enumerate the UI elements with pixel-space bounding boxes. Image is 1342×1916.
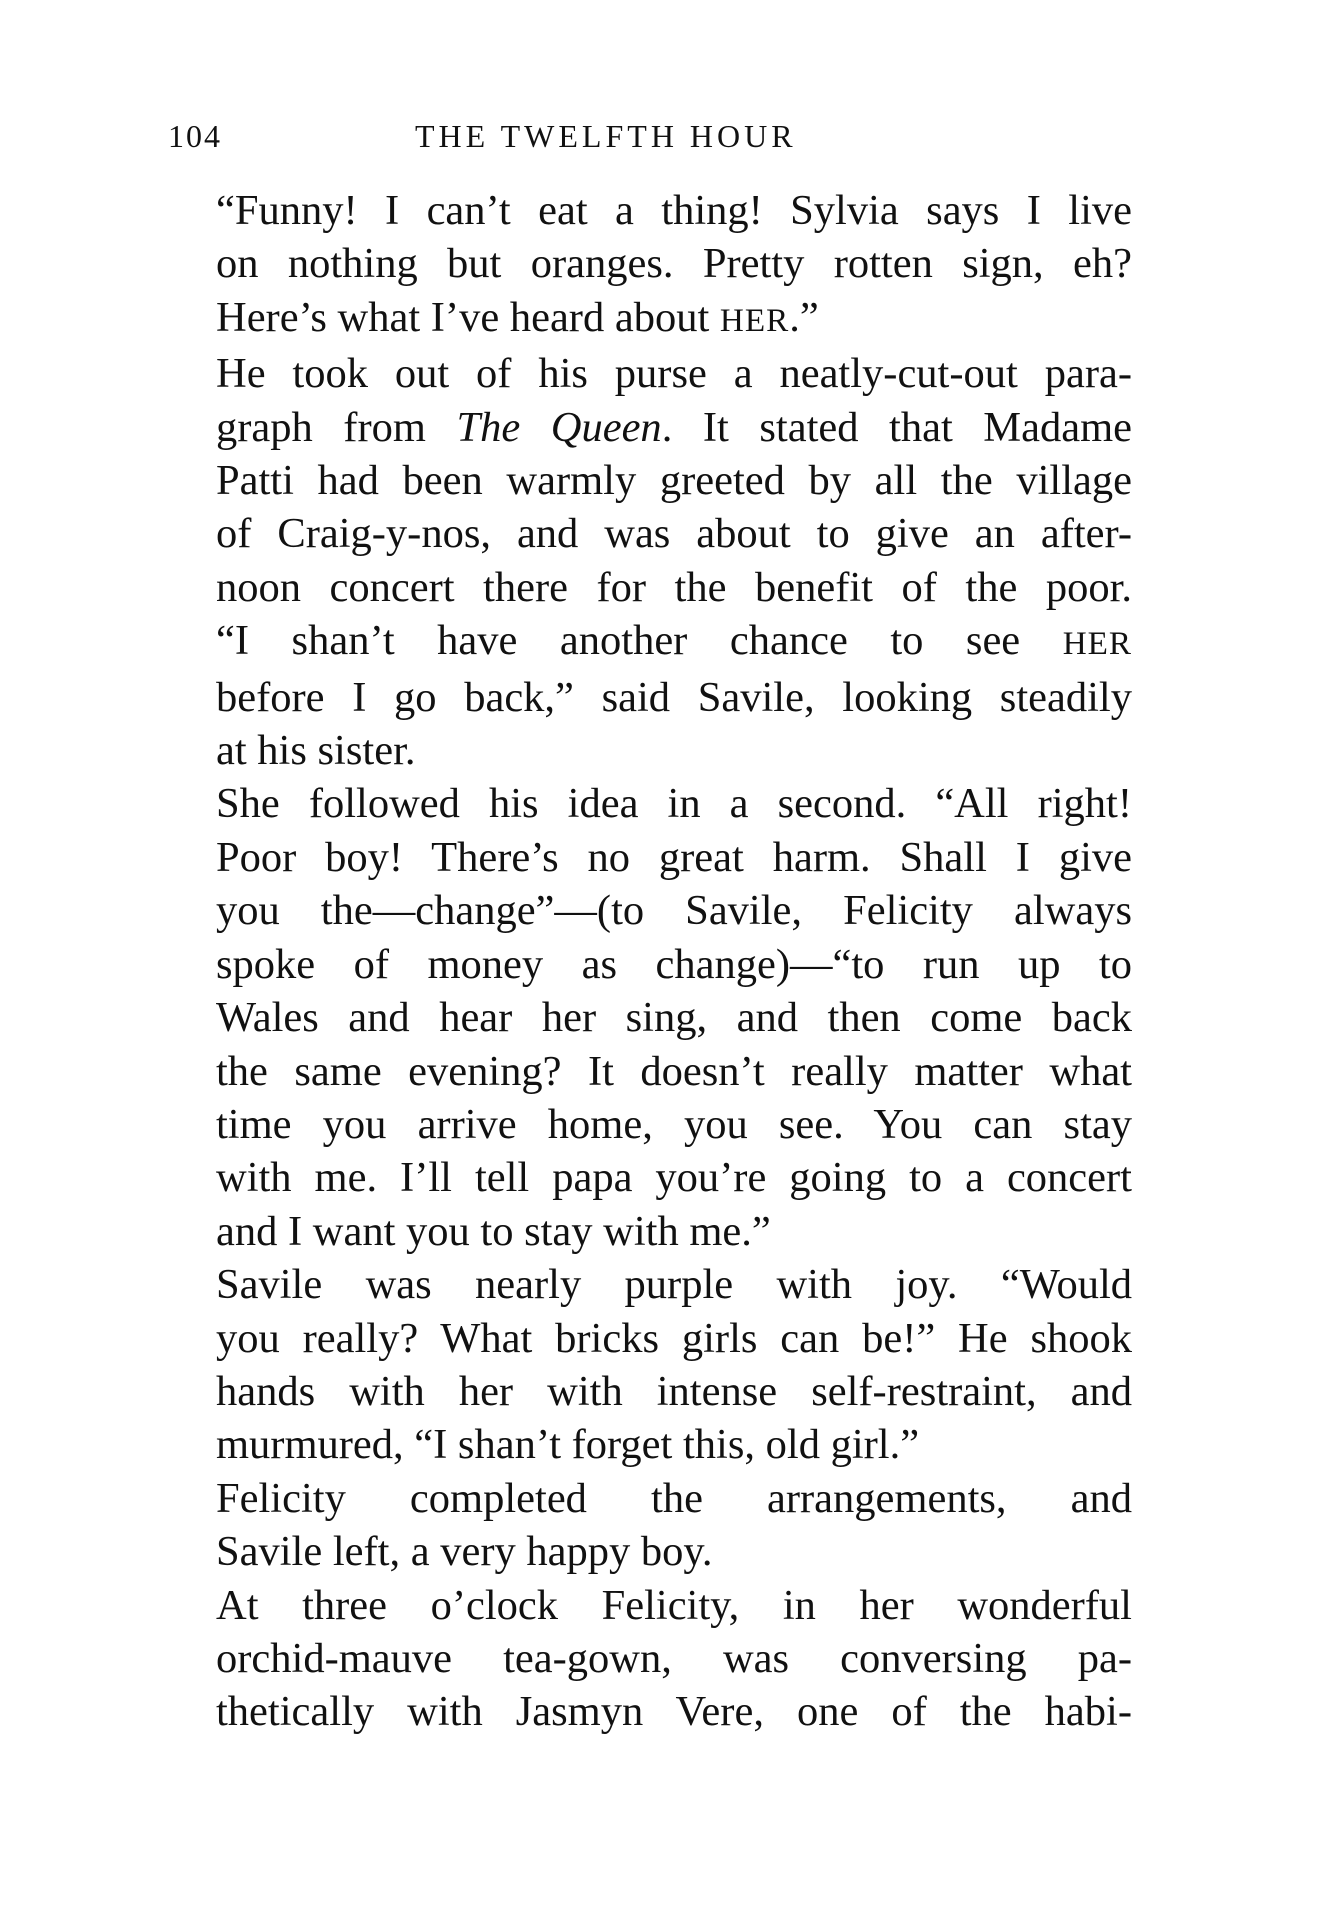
text-line: time you arrive home, you see. You can stay bbox=[216, 1100, 1132, 1148]
running-title: THE TWELFTH HOUR bbox=[415, 118, 797, 154]
body-text bbox=[168, 184, 1132, 1739]
text-line: murmured, “I shan’t forget this, old girl.” bbox=[216, 1421, 920, 1469]
text-line: noon concert there for the benefit of the poor. bbox=[216, 563, 1132, 611]
running-head bbox=[168, 118, 1132, 162]
periodical-title: The Queen bbox=[456, 403, 662, 451]
text-line: hands with her with intense self-restraint, and bbox=[216, 1367, 1132, 1415]
text-line: She followed his idea in a second. “All right! bbox=[216, 780, 1132, 828]
small-caps-text: HER bbox=[719, 301, 790, 339]
text-line: you the—change”—(to Savile, Felicity always bbox=[216, 887, 1132, 935]
text-line: Patti had been warmly greeted by all the village bbox=[216, 457, 1132, 505]
text-line: graph from The Queen. It stated that Madame bbox=[216, 403, 1132, 451]
paragraph bbox=[168, 1579, 1132, 1739]
paragraph bbox=[168, 614, 1132, 777]
page-number: 104 bbox=[168, 118, 222, 154]
text-line: “I shan’t have another chance to see HER bbox=[216, 617, 1132, 665]
paragraph bbox=[168, 1258, 1132, 1472]
text-line: Here’s what I’ve heard about HER.” bbox=[216, 293, 819, 341]
text-line: at his sister. bbox=[216, 727, 416, 775]
text-line: Savile was nearly purple with joy. “Would bbox=[216, 1261, 1132, 1309]
text-line: and I want you to stay with me.” bbox=[216, 1207, 771, 1255]
text-line: At three o’clock Felicity, in her wonderful bbox=[216, 1581, 1132, 1629]
text-line: “Funny! I can’t eat a thing! Sylvia says I live bbox=[216, 187, 1132, 234]
text-line: orchid-mauve tea-gown, was conversing pa- bbox=[216, 1634, 1132, 1682]
text-line: Felicity completed the arrangements, and bbox=[216, 1474, 1132, 1522]
text-line: Poor boy! There’s no great harm. Shall I give bbox=[216, 833, 1132, 881]
paragraph bbox=[168, 1472, 1132, 1579]
text-line: you really? What bricks girls can be!” He shook bbox=[216, 1314, 1132, 1362]
text-line: Savile left, a very happy boy. bbox=[216, 1528, 713, 1576]
text-line: He took out of his purse a neatly-cut-out para- bbox=[216, 350, 1132, 398]
text-line: before I go back,” said Savile, looking steadily bbox=[216, 673, 1132, 721]
paragraph bbox=[168, 184, 1132, 347]
text-line: with me. I’ll tell papa you’re going to a concert bbox=[216, 1154, 1132, 1202]
small-caps-text: HER bbox=[1062, 625, 1132, 663]
book-page bbox=[168, 118, 1132, 1739]
text-line: spoke of money as change)—“to run up to bbox=[216, 940, 1132, 988]
paragraph bbox=[168, 777, 1132, 1258]
text-line: thetically with Jasmyn Vere, one of the habi- bbox=[216, 1688, 1132, 1736]
paragraph bbox=[168, 347, 1132, 614]
text-line: on nothing but oranges. Pretty rotten sign, eh? bbox=[216, 240, 1132, 288]
text-line: of Craig-y-nos, and was about to give an after- bbox=[216, 510, 1132, 558]
text-line: Wales and hear her sing, and then come back bbox=[216, 994, 1132, 1042]
text-line: the same evening? It doesn’t really matter what bbox=[216, 1047, 1132, 1095]
